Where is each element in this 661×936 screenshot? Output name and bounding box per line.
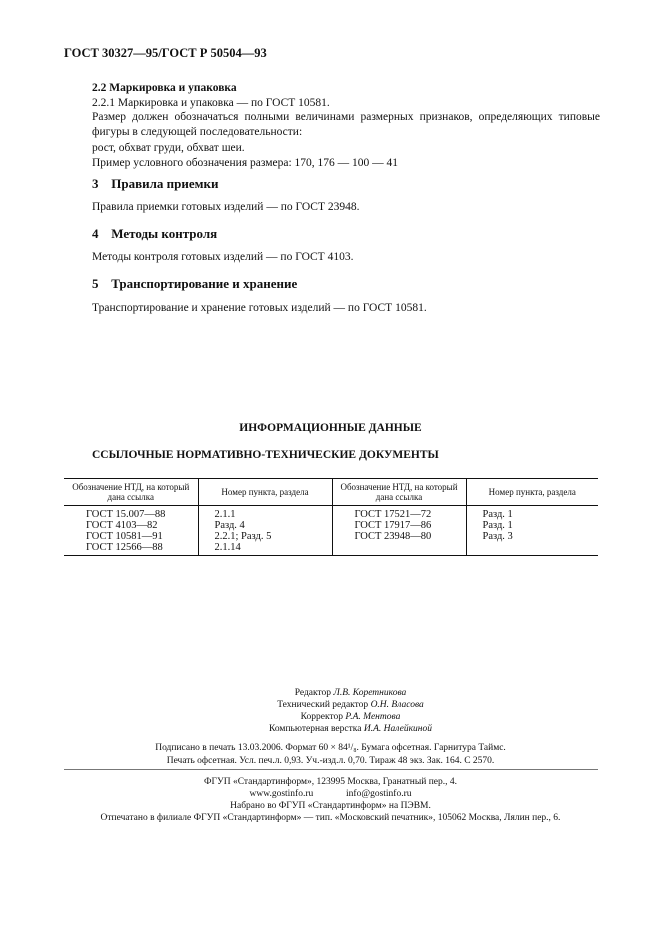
publisher-contacts bbox=[0, 789, 661, 799]
credit-tech-editor bbox=[20, 700, 661, 710]
credit-layout-name: И.А. Налейкиной bbox=[363, 724, 432, 734]
credit-editor-label: Редактор bbox=[294, 688, 332, 698]
table-header-row bbox=[64, 479, 598, 506]
credit-layout bbox=[20, 724, 661, 734]
publisher-address: ФГУП «Стандартинформ», 123995 Москва, Гранатный пер., 4. bbox=[203, 777, 458, 787]
info-title: ИНФОРМАЦИОННЫЕ ДАННЫЕ bbox=[239, 422, 422, 434]
section-4-title: Методы контроля bbox=[111, 226, 218, 241]
size-sequence-text: рост, обхват груди, обхват шеи. bbox=[92, 142, 245, 154]
section-3-heading bbox=[92, 176, 218, 192]
table-cell: Разд. 1 bbox=[466, 520, 598, 531]
table-cell: ГОСТ 4103—82 bbox=[86, 520, 158, 531]
publisher-email-link[interactable]: info@gostinfo.ru bbox=[346, 789, 412, 799]
size-example-text: Пример условного обозначения размера: 170, 176 — 100 — 41 bbox=[92, 157, 399, 169]
table-cell: ГОСТ 23948—80 bbox=[332, 531, 466, 542]
publisher-typeset-note: Набрано во ФГУП «Стандартинформ» на ПЭВМ. bbox=[230, 801, 431, 811]
credit-tech-editor-label: Технический редактор bbox=[277, 700, 369, 710]
refs-title: ССЫЛОЧНЫЕ НОРМАТИВНО-ТЕХНИЧЕСКИЕ ДОКУМЕНТЫ bbox=[92, 449, 439, 461]
table-row bbox=[64, 531, 598, 542]
section-4-number: 4 bbox=[92, 226, 99, 241]
publisher-website-link[interactable]: www.gostinfo.ru bbox=[249, 789, 314, 799]
subsection-title-marking: 2.2 Маркировка и упаковка bbox=[92, 82, 237, 94]
credit-editor bbox=[20, 688, 661, 698]
table-row bbox=[64, 542, 598, 556]
credit-corrector-name: Р.А. Ментова bbox=[345, 712, 401, 722]
table-cell: ГОСТ 10581—91 bbox=[86, 531, 163, 542]
section-3-title: Правила приемки bbox=[111, 176, 219, 191]
credit-corrector bbox=[20, 712, 661, 722]
table-cell: Разд. 1 bbox=[466, 506, 598, 521]
section-5-heading bbox=[92, 276, 297, 292]
table-cell: Разд. 3 bbox=[466, 531, 598, 542]
table-cell bbox=[332, 542, 466, 556]
table-cell bbox=[466, 542, 598, 556]
credit-corrector-label: Корректор bbox=[300, 712, 344, 722]
table-cell: ГОСТ 17521—72 bbox=[332, 506, 466, 521]
credit-tech-editor-name: О.Н. Власова bbox=[370, 700, 424, 710]
table-row bbox=[64, 520, 598, 531]
divider bbox=[64, 769, 598, 770]
table-cell: ГОСТ 15.007—88 bbox=[86, 509, 166, 520]
size-designation-paragraph: Размер должен обозначаться полными величинами размерных признаков, определяющих типовые фигуры в следующей последовательности: bbox=[92, 111, 600, 138]
col-header-clause-1: Номер пункта, раздела bbox=[198, 479, 332, 506]
credit-layout-label: Компьютерная верстка bbox=[269, 724, 362, 734]
section-4-heading bbox=[92, 226, 217, 242]
item-2-2-1: 2.2.1 Маркировка и упаковка — по ГОСТ 10581. bbox=[92, 97, 330, 109]
table-row bbox=[64, 506, 598, 521]
print-info-line-1: Подписано в печать 13.03.2006. Формат 60 × 84¹/₈. Бумага офсетная. Гарнитура Таймс. bbox=[155, 743, 506, 753]
section-4-text: Методы контроля готовых изделий — по ГОСТ 4103. bbox=[92, 251, 354, 263]
section-5-title: Транспортирование и хранение bbox=[111, 276, 298, 291]
table-cell: Разд. 4 bbox=[198, 520, 332, 531]
table-cell: ГОСТ 12566—88 bbox=[64, 542, 198, 556]
col-header-clause-2: Номер пункта, раздела bbox=[466, 479, 598, 506]
section-5-number: 5 bbox=[92, 276, 99, 291]
table-cell: 2.2.1; Разд. 5 bbox=[198, 531, 332, 542]
document-code-header: ГОСТ 30327—95/ГОСТ Р 50504—93 bbox=[64, 46, 267, 60]
credit-editor-name: Л.В. Коретникова bbox=[333, 688, 407, 698]
section-5-text: Транспортирование и хранение готовых изделий — по ГОСТ 10581. bbox=[92, 302, 427, 314]
col-header-ntd-2: Обозначение НТД, на который дана ссылка bbox=[332, 479, 466, 506]
print-info-line-2: Печать офсетная. Усл. печ.л. 0,93. Уч.-изд.л. 0,70. Тираж 48 экз. Зак. 164. С 2570. bbox=[166, 756, 495, 766]
publisher-print-note: Отпечатано в филиале ФГУП «Стандартинформ» — тип. «Московский печатник», 105062 Москва, Лялин пер., 6. bbox=[100, 813, 561, 823]
section-3-text: Правила приемки готовых изделий — по ГОСТ 23948. bbox=[92, 201, 360, 213]
col-header-ntd-1: Обозначение НТД, на который дана ссылка bbox=[64, 479, 198, 506]
section-3-number: 3 bbox=[92, 176, 99, 191]
table-cell: 2.1.14 bbox=[198, 542, 332, 556]
references-table bbox=[64, 478, 598, 556]
table-cell: 2.1.1 bbox=[198, 506, 332, 521]
table-cell: ГОСТ 17917—86 bbox=[332, 520, 466, 531]
